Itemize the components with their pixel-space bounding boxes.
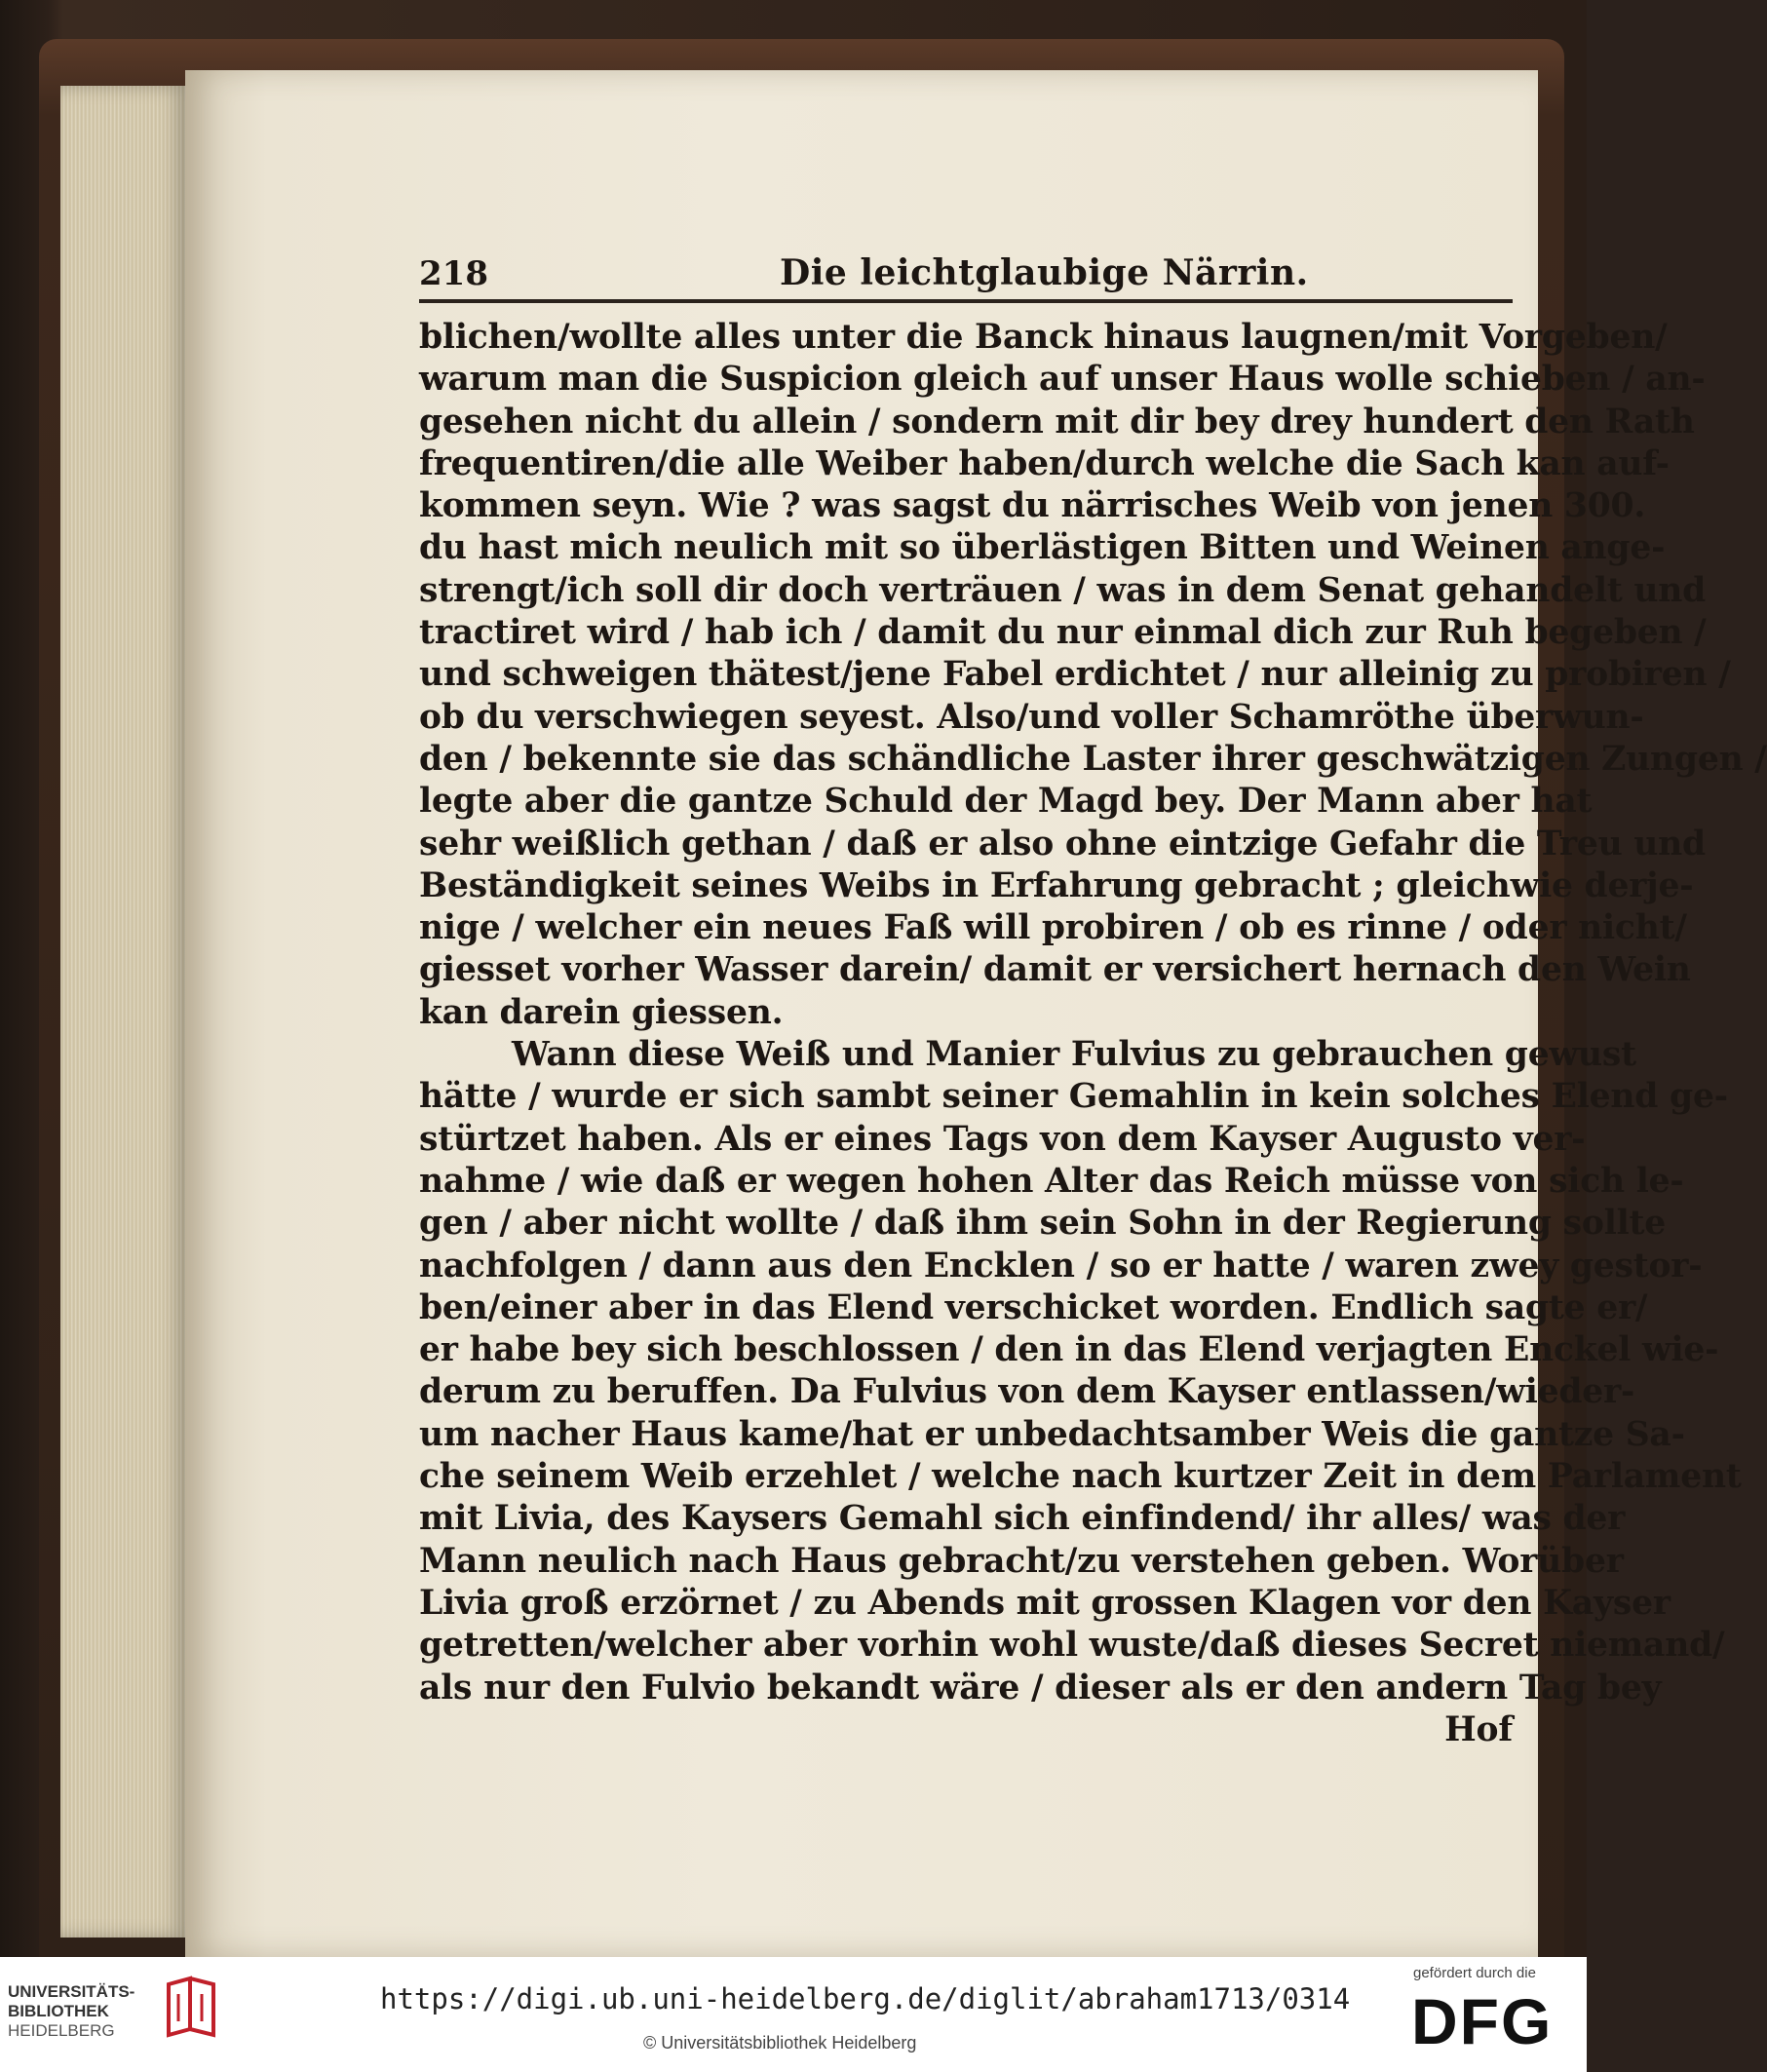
viewer-footer	[0, 1957, 1587, 2072]
page-number: 218	[419, 254, 488, 293]
body-text	[419, 317, 1767, 1751]
text-line: gesehen nicht du allein / sondern mit dir bey drey hundert den Rath	[419, 402, 1695, 441]
text-line: und schweigen thätest/jene Fabel erdichtet / nur alleinig zu probiren /	[419, 655, 1731, 695]
text-line: giesset vorher Wasser darein/ damit er versichert hernach den Wein	[419, 950, 1691, 990]
text-line: nige / welcher ein neues Faß will probiren / ob es rinne / oder nicht/	[419, 908, 1687, 948]
text-line: derum zu beruffen. Da Fulvius von dem Kayser entlassen/wieder-	[419, 1372, 1635, 1412]
permalink-url[interactable]: https://digi.ub.uni-heidelberg.de/diglit/abraham1713/0314	[380, 1982, 1351, 2015]
library-name-line: BIBLIOTHEK	[8, 2002, 109, 2020]
library-name-line: UNIVERSITÄTS-	[8, 1982, 135, 2001]
paragraph-start-line: Wann diese Weiß und Manier Fulvius zu gebrauchen gewust	[512, 1035, 1636, 1075]
text-line: strengt/ich soll dir doch verträuen / was in dem Senat gehandelt und	[419, 570, 1707, 610]
running-title: Die leichtglaubige Närrin.	[780, 252, 1309, 293]
text-line: blichen/wollte alles unter die Banck hinaus laugnen/mit Vorgeben/	[419, 318, 1668, 357]
library-name	[8, 1982, 154, 2041]
text-line: du hast mich neulich mit so überlästigen Bitten und Weinen ange-	[419, 528, 1666, 568]
copyright-notice: © Universitätsbibliothek Heidelberg	[643, 2033, 917, 2053]
text-line: als nur den Fulvio bekandt wäre / dieser als er den andern Tag bey	[419, 1668, 1662, 1707]
page-text	[419, 249, 1767, 1751]
catchword: Hof	[1444, 1709, 1513, 1749]
text-line: er habe bey sich beschlossen / den in das Elend verjagten Enckel wie-	[419, 1330, 1719, 1370]
dfg-logo: DFG	[1411, 1985, 1554, 2057]
text-line: mit Livia, des Kaysers Gemahl sich einfindend/ ihr alles/ was der	[419, 1499, 1626, 1539]
library-name-line: HEIDELBERG	[8, 2021, 115, 2040]
text-line: che seinem Weib erzehlet / welche nach kurtzer Zeit in dem Parlament	[419, 1457, 1742, 1497]
text-line: Beständigkeit seines Weibs in Erfahrung gebracht ; gleichwie derje-	[419, 865, 1694, 905]
page-edges	[60, 86, 187, 1938]
text-line: getretten/welcher aber vorhin wohl wuste/daß dieses Secret niemand/	[419, 1626, 1725, 1666]
text-line: tractiret wird / hab ich / damit du nur einmal dich zur Ruh begeben /	[419, 613, 1707, 653]
text-line: kommen seyn. Wie ? was sagst du närrisches Weib von jenen 300.	[419, 486, 1646, 526]
page-header	[419, 249, 1513, 303]
text-line: gen / aber nicht wollte / daß ihm sein Sohn in der Regierung sollte	[419, 1204, 1667, 1244]
text-line: um nacher Haus kame/hat er unbedachtsamber Weis die gantze Sa-	[419, 1414, 1685, 1454]
text-line: nahme / wie daß er wegen hohen Alter das Reich müsse von sich le-	[419, 1161, 1684, 1201]
funding-caption: gefördert durch die	[1413, 1965, 1536, 1981]
text-line: ben/einer aber in das Elend verschicket worden. Endlich sagte er/	[419, 1287, 1648, 1327]
text-line: sehr weißlich gethan / daß er also ohne eintzige Gefahr die Treu und	[419, 824, 1706, 863]
text-line: hätte / wurde er sich sambt seiner Gemahlin in kein solches Elend ge-	[419, 1077, 1728, 1117]
text-line: warum man die Suspicion gleich auf unser Haus wolle schieben / an-	[419, 360, 1706, 400]
text-line: stürtzet haben. Als er eines Tags von dem Kayser Augusto ver-	[419, 1119, 1586, 1159]
text-line: Mann neulich nach Haus gebracht/zu verstehen geben. Worüber	[419, 1541, 1624, 1581]
text-line: legte aber die gantze Schuld der Magd bey. Der Mann aber hat	[419, 782, 1593, 822]
library-logo-icon	[161, 1975, 221, 2043]
text-line: ob du verschwiegen seyest. Also/und voller Schamröthe überwun-	[419, 697, 1644, 737]
text-line: nachfolgen / dann aus den Encklen / so er hatte / waren zwey gestor-	[419, 1246, 1703, 1285]
text-line: frequentiren/die alle Weiber haben/durch welche die Sach kan auf-	[419, 443, 1670, 483]
text-line: den / bekennte sie das schändliche Laster ihrer geschwätzigen Zungen /	[419, 739, 1767, 779]
paragraph-end-line: kan darein giessen.	[419, 992, 784, 1032]
text-line: Livia groß erzörnet / zu Abends mit grossen Klagen vor den Kayser	[419, 1583, 1671, 1623]
